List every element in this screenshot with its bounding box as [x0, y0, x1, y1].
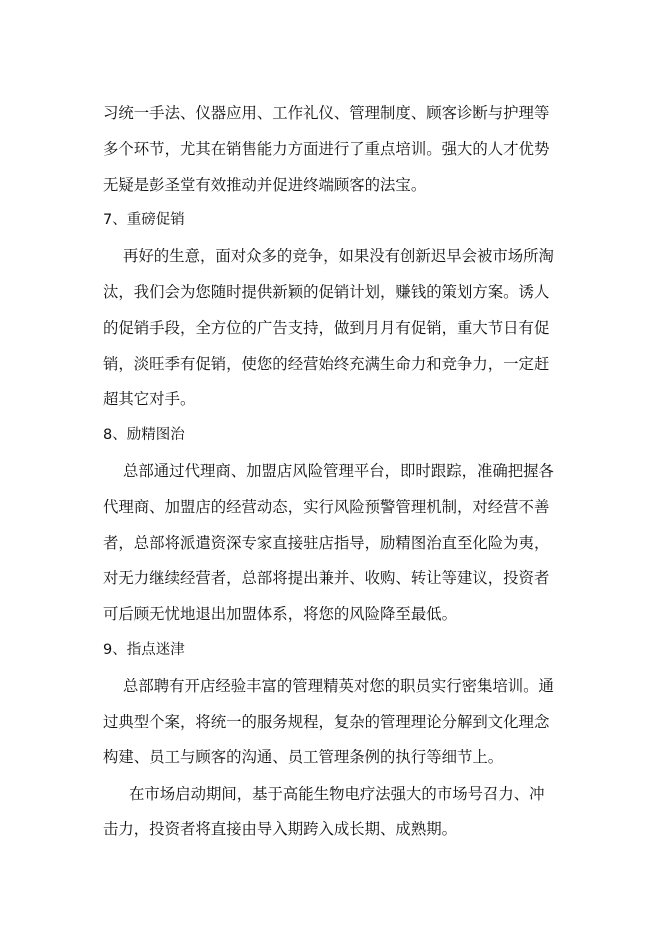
text-line: 者，总部将派遣资深专家直接驻店指导，励精图治直至化险为夷， [103, 534, 550, 552]
text-line: 的促销手段，全方位的广告支持，做到月月有促销，重大节日有促 [103, 319, 550, 337]
text-line: 可后顾无忧地退出加盟体系，将您的风险降至最低。 [103, 605, 457, 623]
text-line: 过典型个案，将统一的服务规程，复杂的管理理论分解到文化理念 [103, 713, 550, 731]
text-line: 多个环节，尤其在销售能力方面进行了重点培训。强大的人才优势 [103, 140, 550, 158]
text-line: 对无力继续经营者，总部将提出兼并、收购、转让等建议，投资者 [103, 569, 550, 587]
text-line: 汰，我们会为您随时提供新颖的促销计划，赚钱的策划方案。诱人 [103, 283, 550, 301]
text-line: 总部聘有开店经验丰富的管理精英对您的职员实行密集培训。通 [123, 677, 554, 695]
text-line: 销，淡旺季有促销，使您的经营始终充满生命力和竞争力，一定赶 [103, 355, 550, 373]
section-heading-7: 7、重磅促销 [103, 212, 185, 228]
text-line: 习统一手法、仪器应用、工作礼仪、管理制度、顾客诊断与护理等 [103, 104, 550, 122]
section-heading-8: 8、励精图治 [103, 427, 185, 443]
section-heading-9: 9、指点迷津 [103, 642, 185, 658]
text-line: 在市场启动期间，基于高能生物电疗法强大的市场号召力、冲 [129, 785, 545, 803]
text-line: 再好的生意，面对众多的竞争，如果没有创新迟早会被市场所淘 [123, 247, 554, 265]
text-line: 击力，投资者将直接由导入期跨入成长期、成熟期。 [103, 820, 457, 838]
text-line: 无疑是彭圣堂有效推动并促进终端顾客的法宝。 [103, 176, 427, 194]
text-line: 超其它对手。 [103, 390, 196, 408]
text-line: 总部通过代理商、加盟店风险管理平台，即时跟踪，准确把握各 [123, 462, 554, 480]
text-line: 代理商、加盟店的经营动态，实行风险预警管理机制，对经营不善 [103, 498, 550, 516]
text-line: 构建、员工与顾客的沟通、员工管理条例的执行等细节上。 [103, 748, 504, 766]
